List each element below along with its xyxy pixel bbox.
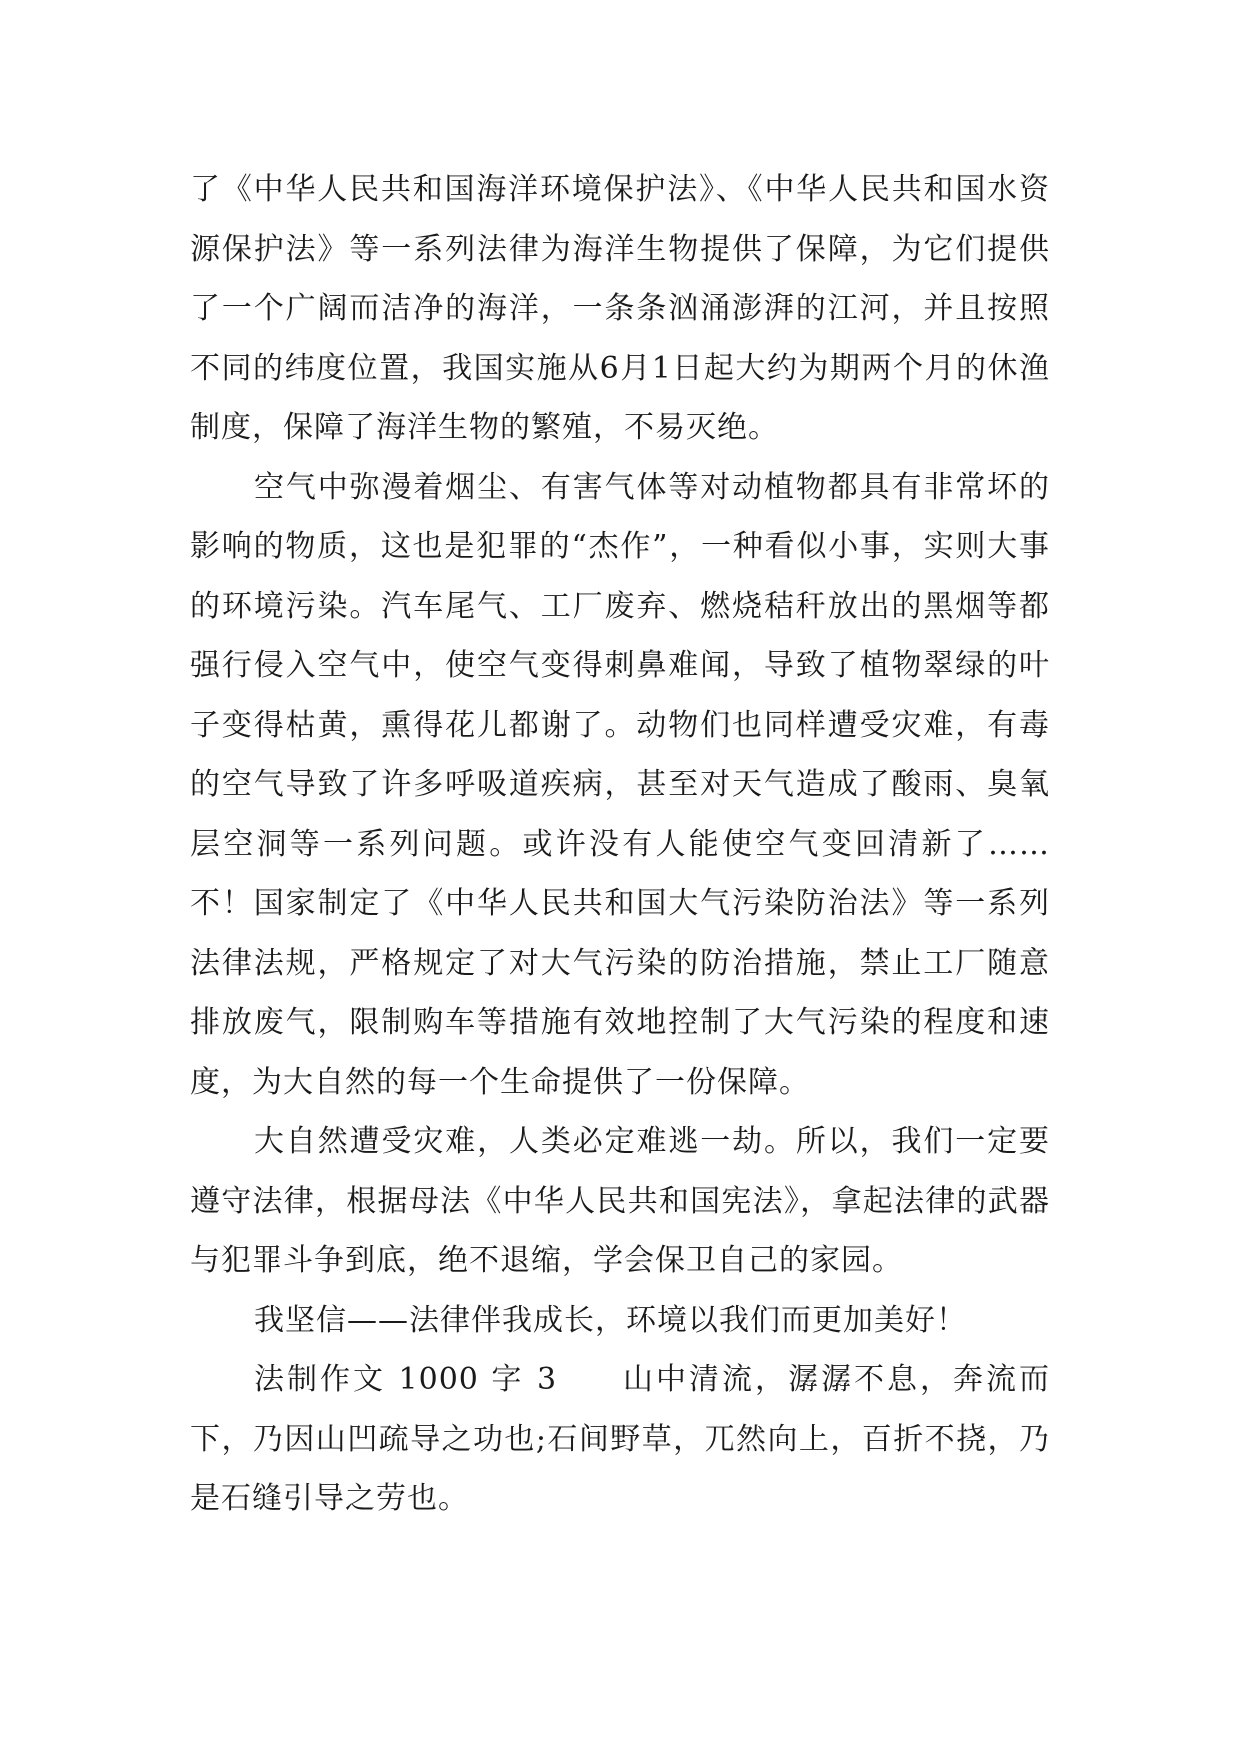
- document-body: [190, 160, 1050, 1529]
- paragraph-belief: 我坚信——法律伴我成长，环境以我们而更加美好！: [254, 1302, 967, 1338]
- section-text: 山中清流，潺潺不息，奔流而下，乃因山凹疏导之功也;石间野草，兀然向上，百折不挠，乃是石缝引导之劳也。: [190, 1362, 1051, 1516]
- paragraph-air-pollution: 空气中弥漫着烟尘、有害气体等对动植物都具有非常坏的影响的物质，这也是犯罪的“杰作”，一种看似小事，实则大事的环境污染。汽车尾气、工厂废弃、燃烧秸秆放出的黑烟等都强行侵入空气中，使空气变得刺鼻难闻，导致了植物翠绿的叶子变得枯黄，熏得花儿都谢了。动物们也同样遭受灾难，有毒的空气导致了许多呼吸道疾病，甚至对天气造成了酸雨、臭氧层空洞等一系列问题。或许没有人能使空气变回清新了……不！国家制定了《中华人民共和国大气污染防治法》等一系列法律法规，严格规定了对大气污染的防治措施，禁止工厂随意排放废气，限制购车等措施有效地控制了大气污染的程度和速度，为大自然的每一个生命提供了一份保障。: [190, 469, 1050, 1100]
- paragraph-conclusion: 大自然遭受灾难，人类必定难逃一劫。所以，我们一定要遵守法律，根据母法《中华人民共和国宪法》，拿起法律的武器与犯罪斗争到底，绝不退缩，学会保卫自己的家园。: [190, 1124, 1050, 1278]
- section-paragraph: [190, 1350, 1050, 1529]
- section-title: 法制作文 1000 字 3: [254, 1362, 558, 1397]
- paragraph-ocean-law: 了《中华人民共和国海洋环境保护法》、《中华人民共和国水资源保护法》等一系列法律为海洋生物提供了保障，为它们提供了一个广阔而洁净的海洋，一条条汹涌澎湃的江河，并且按照不同的纬度位置，我国实施从6月1日起大约为期两个月的休渔制度，保障了海洋生物的繁殖，不易灭绝。: [190, 172, 1050, 445]
